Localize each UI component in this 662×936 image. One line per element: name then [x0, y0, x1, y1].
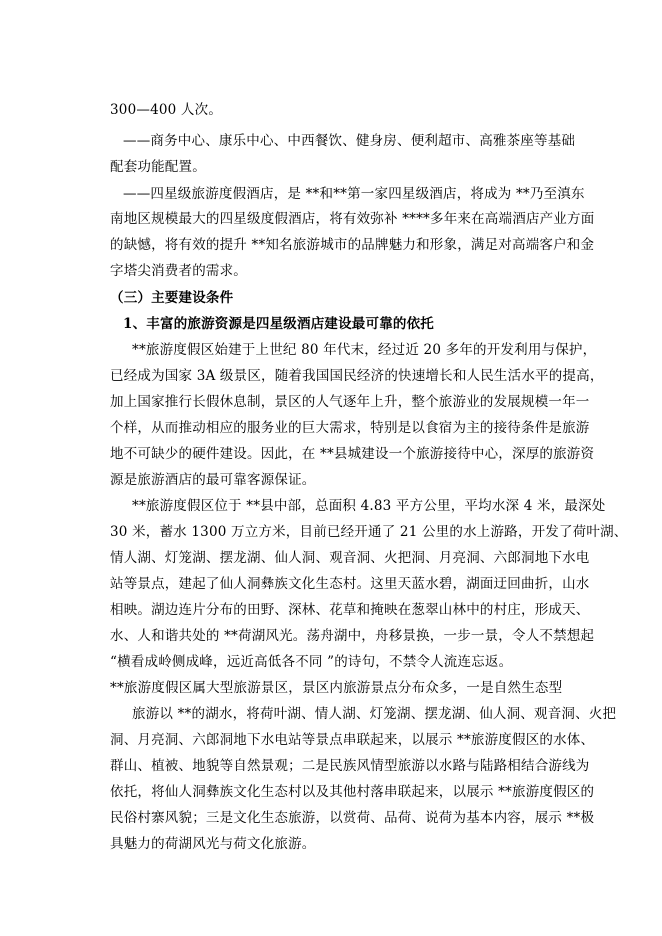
text-line: 个样，从而推动相应的服务业的巨大需求，特别是以食宿为主的接待条件是旅游	[110, 420, 590, 436]
text-line: 300—400 人次。	[110, 102, 223, 118]
text-line: 相映。湖边连片分布的田野、深林、花草和掩映在葱翠山林中的村庄，形成天、	[110, 602, 590, 618]
text-line: 依托，将仙人洞彝族文化生态村以及其他村落串联起来，以展示 **旅游度假区的	[110, 784, 595, 800]
text-line: 群山、植被、地貌等自然景观；二是民族风情型旅游以水路与陆路相结合游线为	[110, 758, 590, 774]
text-line: ——商务中心、康乐中心、中西餐饮、健身房、便利超市、高雅茶座等基础	[123, 133, 576, 149]
section-heading: （三）主要建设条件	[110, 290, 234, 306]
text-line: 加上国家推行长假休息制，景区的人气逐年上升，整个旅游业的发展规模一年一	[110, 394, 590, 410]
text-line: “横看成岭侧成峰，远近高低各不同 ”的诗句，不禁令人流连忘返。	[110, 654, 513, 670]
text-line: **旅游度假区属大型旅游景区，景区内旅游景点分布众多，一是自然生态型	[110, 680, 563, 696]
text-line: 已经成为国家 3A 级景区，随着我国国民经济的快速增长和人民生活水平的提高，	[110, 368, 604, 384]
text-line: 南地区规模最大的四星级度假酒店，将有效弥补 ****多年来在高端酒店产业方面	[110, 211, 595, 227]
text-line: 民俗村寨风貌；三是文化生态旅游，以赏荷、品荷、说荷为基本内容，展示 **极	[110, 810, 595, 826]
text-line: 水、人和谐共处的 **荷湖风光。荡舟湖中，舟移景换，一步一景，令人不禁想起	[110, 628, 595, 644]
text-line: 字塔尖消费者的需求。	[110, 263, 247, 279]
text-line: 情人湖、灯笼湖、摆龙湖、仙人洞、观音洞、火把洞、月亮洞、六郎洞地下水电	[110, 550, 590, 566]
text-line: 旅游以 **的湖水，将荷叶湖、情人湖、灯笼湖、摆龙湖、仙人洞、观音洞、火把	[132, 706, 617, 722]
text-line: 具魅力的荷湖风光与荷文化旅游。	[110, 836, 316, 852]
text-line: 的缺憾，将有效的提升 **知名旅游城市的品牌魅力和形象，满足对高端客户和金	[110, 237, 595, 253]
text-line: 站等景点，建起了仙人洞彝族文化生态村。这里天蓝水碧，湖面迂回曲折，山水	[110, 576, 590, 592]
text-line: 地不可缺少的硬件建设。因此，在 **县城建设一个旅游接待中心，深厚的旅游资	[110, 446, 595, 462]
text-line: 30 米，蓄水 1300 万立方米，目前已经开通了 21 公里的水上游路，开发了荷叶湖、	[110, 524, 628, 540]
text-line: 源是旅游酒店的最可靠客源保证。	[110, 472, 316, 488]
text-line: 配套功能配置。	[110, 159, 206, 175]
subsection-heading: 1、丰富的旅游资源是四星级酒店建设最可靠的依托	[123, 316, 434, 332]
text-line: **旅游度假区始建于上世纪 80 年代末，经过近 20 多年的开发利用与保护，	[132, 342, 597, 358]
text-line: ——四星级旅游度假酒店，是 **和**第一家四星级酒店，将成为 **乃至滇东	[123, 186, 585, 202]
text-line: 洞、月亮洞、六郎洞地下水电站等景点串联起来，以展示 **旅游度假区的水体、	[110, 732, 595, 748]
text-line: **旅游度假区位于 **县中部，总面积 4.83 平方公里，平均水深 4 米，最深处	[132, 498, 606, 514]
